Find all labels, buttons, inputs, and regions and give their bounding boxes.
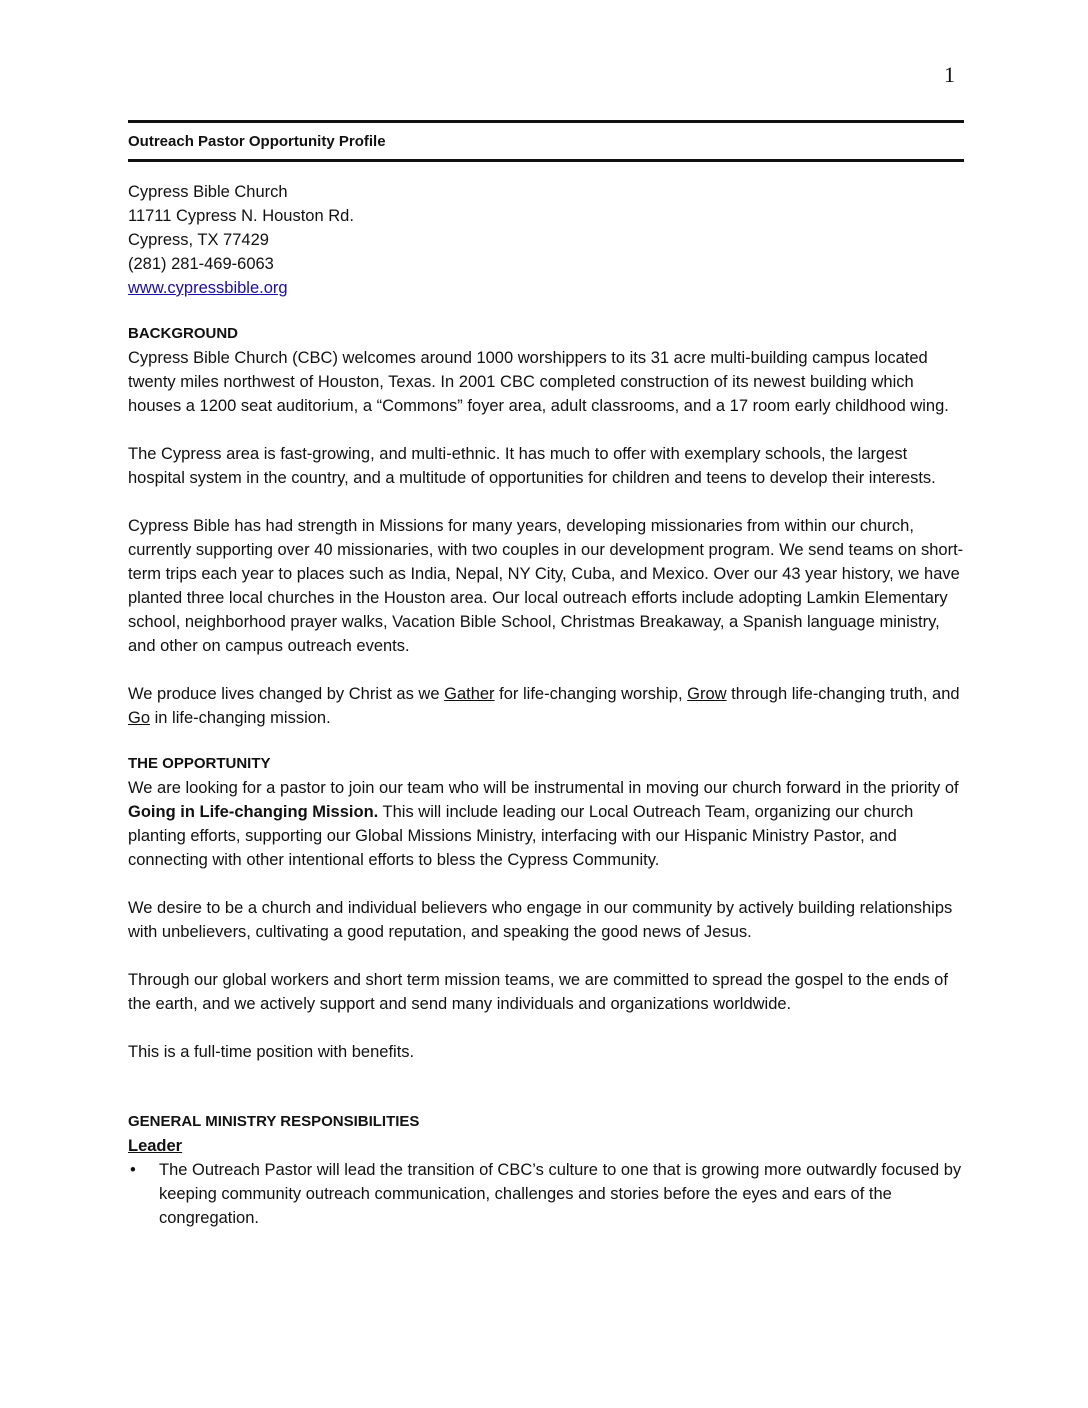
city-state-zip: Cypress, TX 77429 [128, 231, 269, 249]
grow-word: Grow [687, 685, 727, 703]
opportunity-paragraph-3: Through our global workers and short term mission teams, we are committed to spread the gospel to the ends of the earth, and we actively support and send many individuals and organizations worldwide. [128, 971, 948, 1013]
list-item [128, 1158, 964, 1230]
mission-text-1: We produce lives changed by Christ as we [128, 685, 445, 703]
responsibilities-list [128, 1158, 964, 1230]
opportunity-paragraph-1 [128, 776, 964, 872]
responsibilities-heading: GENERAL MINISTRY RESPONSIBILITIES [128, 1113, 420, 1130]
top-rule [128, 120, 964, 123]
bullet-icon: • [130, 1161, 136, 1179]
mission-text-4: in life-changing mission. [150, 709, 331, 727]
background-paragraph-2: The Cypress area is fast-growing, and multi-ethnic. It has much to offer with exemplary schools, the largest hospital system in the country, and a multitude of opportunities for children and teens to develop their interests. [128, 445, 936, 487]
background-paragraph-4 [128, 682, 964, 730]
church-name: Cypress Bible Church [128, 183, 288, 201]
page-number: 1 [944, 62, 955, 87]
background-heading: BACKGROUND [128, 325, 238, 342]
go-word: Go [128, 709, 151, 727]
gather-word: Gather [444, 685, 495, 703]
opportunity-paragraph-2: We desire to be a church and individual believers who engage in our community by actively building relationships with unbelievers, cultivating a good reputation, and speaking the good news of Jesus. [128, 899, 953, 941]
leader-subheading: Leader [128, 1137, 183, 1155]
opportunity-heading: THE OPPORTUNITY [128, 755, 271, 772]
background-paragraph-3: Cypress Bible has had strength in Missions for many years, developing missionaries from within our church, currently supporting over 40 missionaries, with two couples in our development program. We send teams on short-term trips each year to places such as India, Nepal, NY City, Cuba, and Mexico. Over our 43 year history, we have planted three local churches in the Houston area. Our local outreach efforts include adopting Lamkin Elementary school, neighborhood prayer walks, Vacation Bible School, Christmas Breakaway, a Spanish language ministry, and other on campus outreach events. [128, 517, 964, 655]
website-link[interactable]: www.cypressbible.org [128, 279, 288, 297]
phone-number: (281) 281-469-6063 [128, 255, 274, 273]
opportunity-emphasis: Going in Life-changing Mission. [128, 803, 379, 821]
opportunity-text-1: We are looking for a pastor to join our team who will be instrumental in moving our church forward in the priority of [128, 779, 959, 797]
document-body [128, 120, 964, 1230]
document-title: Outreach Pastor Opportunity Profile [128, 133, 386, 150]
title-rule [128, 159, 964, 162]
background-paragraph-1: Cypress Bible Church (CBC) welcomes around 1000 worshippers to its 31 acre multi-building campus located twenty miles northwest of Houston, Texas. In 2001 CBC completed construction of its newest building which houses a 1200 seat auditorium, a “Commons” foyer area, adult classrooms, and a 17 room early childhood wing. [128, 349, 949, 415]
church-address-block [128, 180, 964, 300]
street-address: 11711 Cypress N. Houston Rd. [128, 207, 354, 225]
mission-text-3: through life-changing truth, and [726, 685, 960, 703]
opportunity-paragraph-4: This is a full-time position with benefits. [128, 1043, 415, 1061]
list-item-text: The Outreach Pastor will lead the transition of CBC’s culture to one that is growing more outwardly focused by keeping community outreach communication, challenges and stories before the eyes and ears of the congregation. [159, 1161, 962, 1227]
mission-text-2: for life-changing worship, [494, 685, 688, 703]
opportunity-text-2: This will include leading our Local Outreach Team, organizing our church planting efforts, supporting our Global Missions Ministry, interfacing with our Hispanic Ministry Pastor, and connecting with other intentional efforts to bless the Cypress Community. [128, 803, 914, 869]
